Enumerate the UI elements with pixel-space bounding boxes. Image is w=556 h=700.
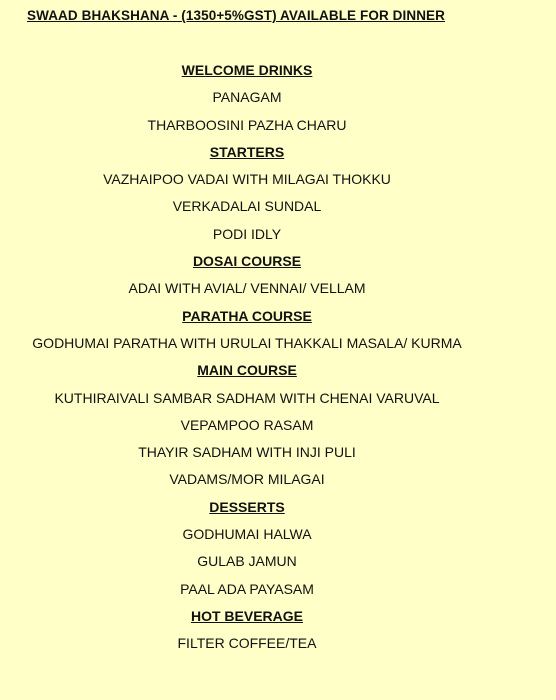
section-heading: WELCOME DRINKS xyxy=(181,62,313,78)
section-heading: STARTERS xyxy=(209,143,285,160)
menu-item: KUTHIRAIVALI SAMBAR SADHAM WITH CHENAI VARUVAL xyxy=(54,389,440,406)
section-heading: HOT BEVERAGE xyxy=(190,607,303,624)
menu-item: GULAB JAMUN xyxy=(197,553,297,570)
section-heading: PARATHA COURSE xyxy=(182,307,312,324)
section-starters xyxy=(0,143,494,252)
menu-title: SWAAD BHAKSHANA - (1350+5%GST) AVAILABLE FOR DINNER xyxy=(27,8,446,23)
menu-item: GODHUMAI PARATHA WITH URULAI THAKKALI MASALA/ KURMA xyxy=(32,334,462,351)
menu-item: GODHUMAI HALWA xyxy=(182,526,312,543)
menu-item: ADAI WITH AVIAL/ VENNAI/ VELLAM xyxy=(128,280,366,297)
section-heading: MAIN COURSE xyxy=(197,362,297,379)
menu-item: THAYIR SADHAM WITH INJI PULI xyxy=(138,444,356,461)
menu-item: VEPAMPOO RASAM xyxy=(180,416,314,433)
menu-item: VERKADALAI SUNDAL xyxy=(172,198,322,215)
menu-body xyxy=(0,61,494,662)
menu-item: PODI IDLY xyxy=(212,225,282,242)
section-heading: DESSERTS xyxy=(209,498,285,515)
menu-item: VADAMS/MOR MILAGAI xyxy=(169,471,325,488)
section-dosai-course xyxy=(0,252,494,307)
section-main-course xyxy=(0,361,494,497)
menu-item: PAAL ADA PAYASAM xyxy=(180,580,314,597)
menu-item: VAZHAIPOO VADAI WITH MILAGAI THOKKU xyxy=(103,171,391,188)
section-welcome-drinks xyxy=(0,61,494,143)
section-heading: DOSAI COURSE xyxy=(192,253,302,270)
menu-item: PANAGAM xyxy=(212,89,282,106)
menu-item: THARBOOSINI PAZHA CHARU xyxy=(147,116,347,133)
section-paratha-course xyxy=(0,307,494,362)
section-desserts xyxy=(0,498,494,607)
menu-item: FILTER COFFEE/TEA xyxy=(177,635,317,652)
section-hot-beverage xyxy=(0,607,494,662)
